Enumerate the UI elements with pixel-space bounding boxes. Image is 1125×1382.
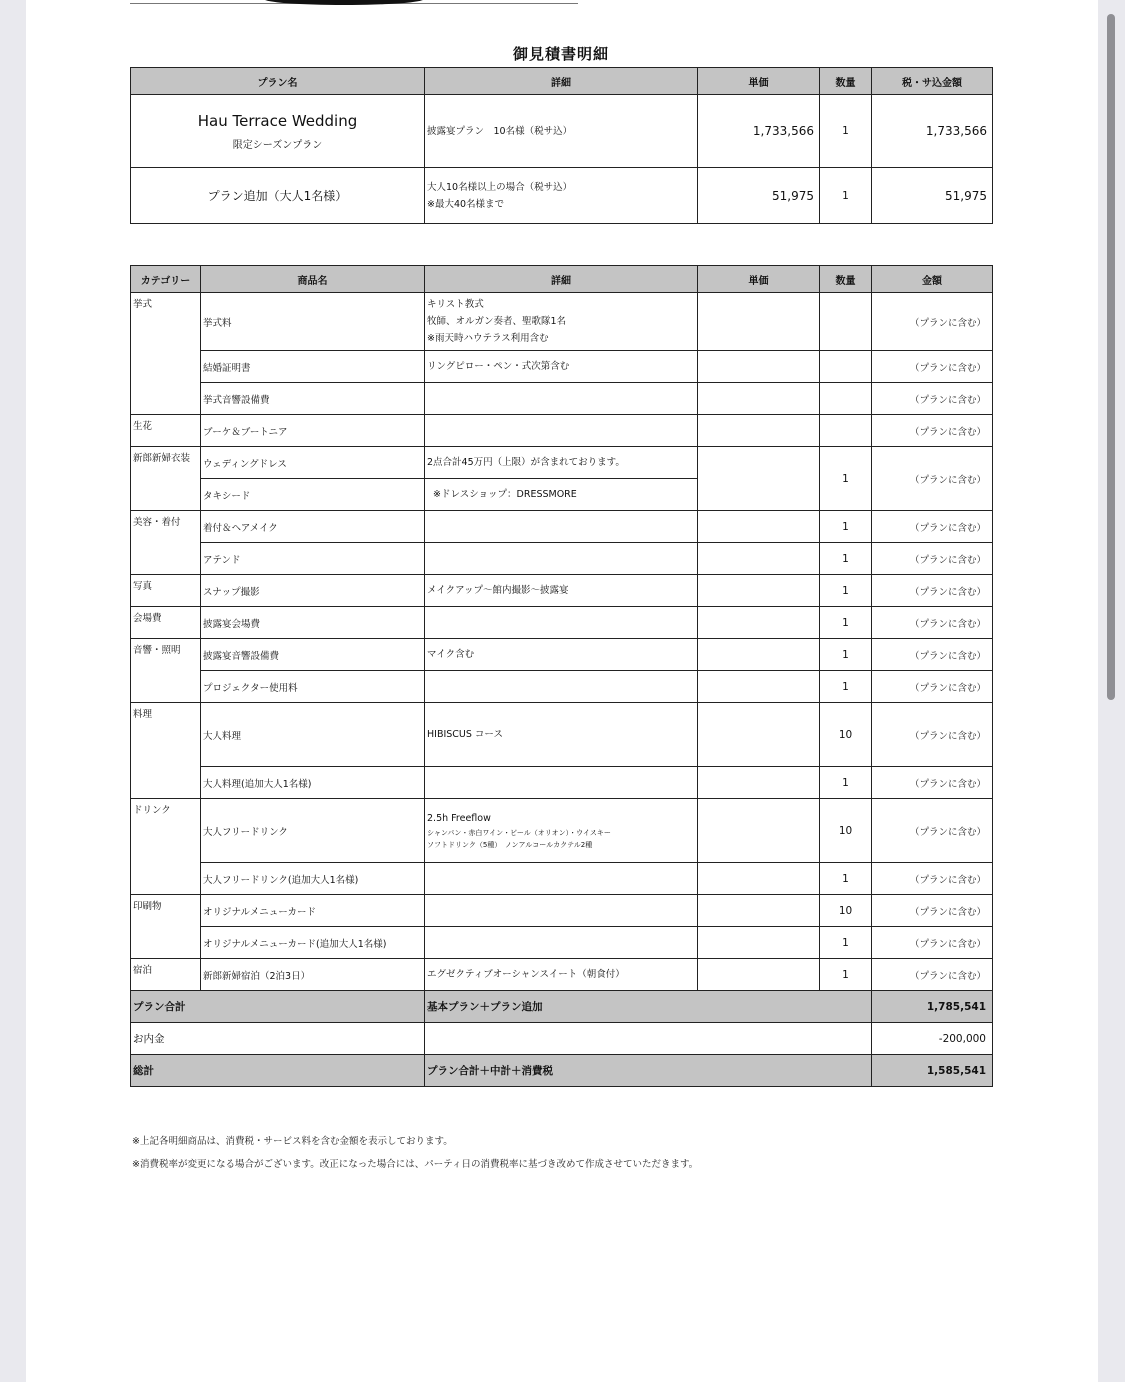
col-header-category: カテゴリー: [131, 266, 201, 293]
unit-price: [698, 607, 820, 639]
table-row: [131, 95, 993, 168]
redaction-mark: [264, 0, 424, 5]
item-name: プロジェクター使用料: [201, 671, 425, 703]
item-detail: [425, 511, 698, 543]
item-name: スナップ撮影: [201, 575, 425, 607]
item-detail: ※ドレスショップ：DRESSMORE: [425, 479, 698, 511]
table-row: [131, 863, 993, 895]
quantity: 1: [820, 95, 872, 168]
amount: （プランに含む）: [872, 415, 993, 447]
item-name: 挙式料: [201, 293, 425, 351]
item-name: 着付＆ヘアメイク: [201, 511, 425, 543]
unit-price: [698, 447, 820, 511]
amount: （プランに含む）: [872, 575, 993, 607]
items-table: [130, 265, 993, 1087]
table-row: [131, 895, 993, 927]
amount: （プランに含む）: [872, 671, 993, 703]
table-row: [131, 383, 993, 415]
category: 宿泊: [131, 959, 201, 991]
category: 新郎新婦衣装: [131, 447, 201, 511]
table-row: [131, 607, 993, 639]
detail-line: ※雨天時ハウテラス利用含む: [427, 333, 549, 344]
unit-price: [698, 511, 820, 543]
unit-price: [698, 863, 820, 895]
plan-subtitle: 限定シーズンプラン: [232, 139, 323, 151]
quantity: [820, 351, 872, 383]
item-detail: [425, 671, 698, 703]
item-name: ウェディングドレス: [201, 447, 425, 479]
unit-price: [698, 383, 820, 415]
quantity: 1: [820, 767, 872, 799]
amount: （プランに含む）: [872, 351, 993, 383]
summary-amount: 1,585,541: [872, 1055, 993, 1087]
col-header-detail: 詳細: [425, 266, 698, 293]
quantity: 1: [820, 168, 872, 224]
amount: （プランに含む）: [872, 639, 993, 671]
quantity: 1: [820, 639, 872, 671]
unit-price: [698, 767, 820, 799]
table-row: [131, 575, 993, 607]
plan-detail: [425, 168, 698, 224]
table-row: [131, 447, 993, 479]
item-detail: マイク含む: [425, 639, 698, 671]
col-header-quantity: 数量: [820, 68, 872, 95]
col-header-quantity: 数量: [820, 266, 872, 293]
table-row: [131, 293, 993, 351]
col-header-item: 商品名: [201, 266, 425, 293]
item-name: タキシード: [201, 479, 425, 511]
unit-price: [698, 703, 820, 767]
amount: （プランに含む）: [872, 863, 993, 895]
quantity: 1: [820, 959, 872, 991]
quantity: 10: [820, 895, 872, 927]
unit-price: 51,975: [698, 168, 820, 224]
table-row: [131, 799, 993, 863]
summary-detail: プラン合計＋中計＋消費税: [425, 1055, 872, 1087]
summary-label: プラン合計: [131, 991, 425, 1023]
col-header-unit-price: 単価: [698, 68, 820, 95]
footnote: ※上記各明細商品は、消費税・サービス料を含む金額を表示しております。: [132, 1136, 453, 1147]
quantity: [820, 293, 872, 351]
quantity: 10: [820, 799, 872, 863]
item-name: 新郎新婦宿泊（2泊3日）: [201, 959, 425, 991]
unit-price: [698, 575, 820, 607]
summary-label: お内金: [131, 1023, 425, 1055]
quantity: 1: [820, 511, 872, 543]
detail-line: 牧師、オルガン奏者、聖歌隊1名: [427, 316, 567, 327]
amount: （プランに含む）: [872, 799, 993, 863]
item-name: 挙式音響設備費: [201, 383, 425, 415]
item-detail: [425, 415, 698, 447]
detail-line-small: ソフトドリンク（5種） ノンアルコールカクテル2種: [427, 841, 593, 849]
plan-detail: [425, 95, 698, 168]
quantity: [820, 415, 872, 447]
amount: （プランに含む）: [872, 703, 993, 767]
summary-detail: [425, 1023, 872, 1055]
amount: （プランに含む）: [872, 447, 993, 511]
document-page: [26, 0, 1098, 1382]
quantity: 10: [820, 703, 872, 767]
amount: （プランに含む）: [872, 927, 993, 959]
col-header-unit-price: 単価: [698, 266, 820, 293]
item-detail: [425, 543, 698, 575]
detail-line-small: シャンパン・赤白ワイン・ビール（オリオン）・ウイスキー: [427, 829, 611, 837]
item-detail: 2点合計45万円（上限）が含まれております。: [425, 447, 698, 479]
item-detail: [425, 863, 698, 895]
plan-total-row: [131, 991, 993, 1023]
table-row: [131, 511, 993, 543]
unit-price: [698, 543, 820, 575]
item-name: 結婚証明書: [201, 351, 425, 383]
category: 音響・照明: [131, 639, 201, 703]
item-detail: [425, 799, 698, 863]
quantity: 1: [820, 863, 872, 895]
plan-name: Hau Terrace Wedding: [197, 111, 358, 130]
category: 印刷物: [131, 895, 201, 959]
unit-price: [698, 927, 820, 959]
vertical-scrollbar[interactable]: [1107, 14, 1115, 700]
amount: （プランに含む）: [872, 511, 993, 543]
detail-line: 披露宴プラン 10名様（税サ込）: [427, 125, 573, 137]
item-detail: [425, 927, 698, 959]
item-name: オリジナルメニューカード: [201, 895, 425, 927]
table-row: [131, 168, 993, 224]
item-name: 大人料理: [201, 703, 425, 767]
detail-line: 大人10名様以上の場合（税サ込）: [427, 181, 573, 193]
plan-name: プラン追加（大人1名様）: [131, 168, 425, 224]
item-detail: [425, 383, 698, 415]
summary-amount: -200,000: [872, 1023, 993, 1055]
unit-price: [698, 959, 820, 991]
item-detail: [425, 895, 698, 927]
item-name: オリジナルメニューカード(追加大人1名様): [201, 927, 425, 959]
amount: （プランに含む）: [872, 607, 993, 639]
unit-price: [698, 639, 820, 671]
item-name: ブーケ＆ブートニア: [201, 415, 425, 447]
category: 美容・着付: [131, 511, 201, 575]
category: 料理: [131, 703, 201, 799]
quantity: 1: [820, 447, 872, 511]
item-name: 披露宴音響設備費: [201, 639, 425, 671]
summary-amount: 1,785,541: [872, 991, 993, 1023]
category: 生花: [131, 415, 201, 447]
table-row: [131, 543, 993, 575]
category: 写真: [131, 575, 201, 607]
amount: 1,733,566: [872, 95, 993, 168]
amount: （プランに含む）: [872, 293, 993, 351]
unit-price: [698, 799, 820, 863]
quantity: 1: [820, 671, 872, 703]
col-header-amount: 金額: [872, 266, 993, 293]
item-detail: [425, 293, 698, 351]
table-row: [131, 415, 993, 447]
amount: （プランに含む）: [872, 543, 993, 575]
item-name: 披露宴会場費: [201, 607, 425, 639]
unit-price: [698, 671, 820, 703]
col-header-detail: 詳細: [425, 68, 698, 95]
plan-name-cell: [131, 95, 425, 168]
quantity: [820, 383, 872, 415]
unit-price: [698, 415, 820, 447]
item-name: 大人フリードリンク: [201, 799, 425, 863]
col-header-plan-name: プラン名: [131, 68, 425, 95]
item-name: 大人料理(追加大人1名様): [201, 767, 425, 799]
deposit-row: [131, 1023, 993, 1055]
table-row: [131, 351, 993, 383]
table-row: [131, 927, 993, 959]
item-name: 大人フリードリンク(追加大人1名様): [201, 863, 425, 895]
unit-price: [698, 293, 820, 351]
item-detail: [425, 607, 698, 639]
summary-detail: 基本プラン＋プラン追加: [425, 991, 872, 1023]
quantity: 1: [820, 575, 872, 607]
items-table-header: [131, 266, 993, 293]
grand-total-row: [131, 1055, 993, 1087]
unit-price: 1,733,566: [698, 95, 820, 168]
detail-line: ※最大40名様まで: [427, 198, 505, 210]
plan-table: [130, 67, 993, 224]
category: ドリンク: [131, 799, 201, 895]
quantity: 1: [820, 543, 872, 575]
quantity: 1: [820, 927, 872, 959]
item-detail: HIBISCUS コース: [425, 703, 698, 767]
summary-label: 総計: [131, 1055, 425, 1087]
col-header-amount: 税・サ込金額: [872, 68, 993, 95]
amount: （プランに含む）: [872, 959, 993, 991]
detail-line: 2.5h Freeflow: [427, 813, 491, 824]
footnotes: [132, 1130, 698, 1176]
amount: 51,975: [872, 168, 993, 224]
table-row: [131, 671, 993, 703]
category: 会場費: [131, 607, 201, 639]
unit-price: [698, 351, 820, 383]
footnote: ※消費税率が変更になる場合がございます。改正になった場合には、パーティ日の消費税率に基づき改めて作成させていただきます。: [132, 1159, 699, 1170]
item-detail: [425, 767, 698, 799]
item-detail: リングピロー・ペン・式次第含む: [425, 351, 698, 383]
table-row: [131, 959, 993, 991]
amount: （プランに含む）: [872, 383, 993, 415]
item-detail: メイクアップ〜館内撮影〜披露宴: [425, 575, 698, 607]
unit-price: [698, 895, 820, 927]
table-row: [131, 767, 993, 799]
quantity: 1: [820, 607, 872, 639]
amount: （プランに含む）: [872, 895, 993, 927]
table-row: [131, 703, 993, 767]
category: 挙式: [131, 293, 201, 415]
amount: （プランに含む）: [872, 767, 993, 799]
page-title: 御見積書明細: [512, 45, 609, 63]
plan-table-header: [131, 68, 993, 95]
item-detail: エグゼクティブオーシャンスイート（朝食付）: [425, 959, 698, 991]
table-row: [131, 639, 993, 671]
detail-line: キリスト教式: [427, 299, 484, 310]
item-name: アテンド: [201, 543, 425, 575]
